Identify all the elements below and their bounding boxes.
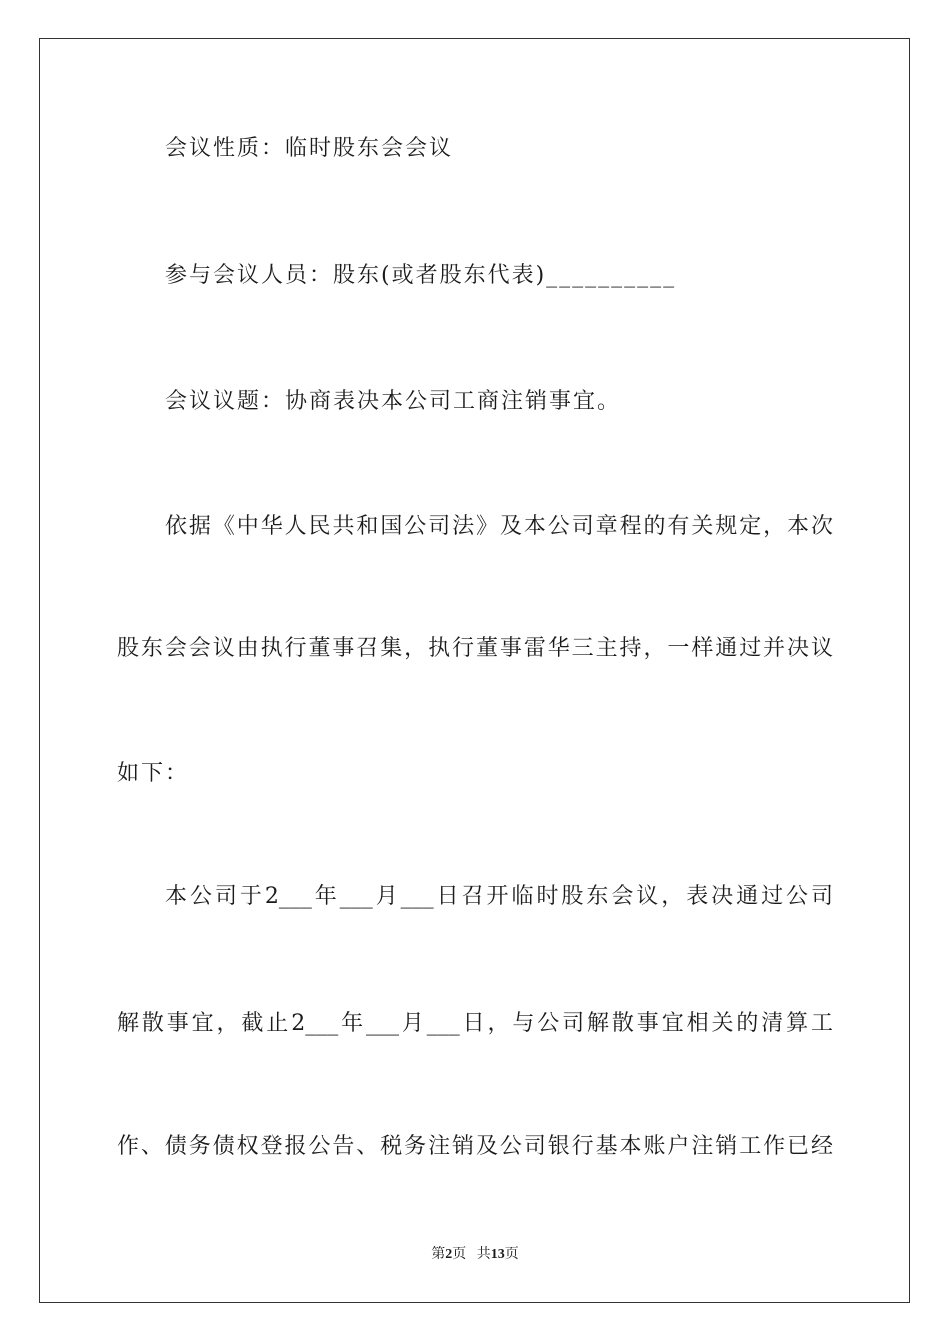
footer-page-suffix: 页 [452,1247,467,1262]
agenda-line: 会议议题：协商表决本公司工商注销事宜。 [165,389,622,414]
page-footer [0,1246,950,1264]
footer-total-pages: 13 [490,1247,505,1262]
basis-line-2: 股东会会议由执行董事召集，执行董事雷华三主持，一样通过并决议 [117,636,833,661]
page-border [39,38,910,1303]
attendees-line: 参与会议人员：股东(或者股东代表)__________ [165,263,677,288]
meeting-nature-line: 会议性质：临时股东会会议 [165,136,454,161]
resolution-line-3: 作、债务债权登报公告、税务注销及公司银行基本账户注销工作已经 [117,1134,833,1159]
basis-line-1: 依据《中华人民共和国公司法》及本公司章程的有关规定，本次 [165,514,833,539]
resolution-line-2: 解散事宜，截止2___年___月___日，与公司解散事宜相关的清算工 [117,1011,833,1036]
footer-page-number: 2 [445,1247,453,1262]
footer-total-prefix: 共 [476,1247,491,1262]
basis-line-3: 如下： [117,761,190,786]
resolution-line-1: 本公司于2___年___月___日召开临时股东会议，表决通过公司 [165,884,833,909]
footer-prefix: 第 [431,1247,446,1262]
footer-total-suffix: 页 [504,1247,519,1262]
